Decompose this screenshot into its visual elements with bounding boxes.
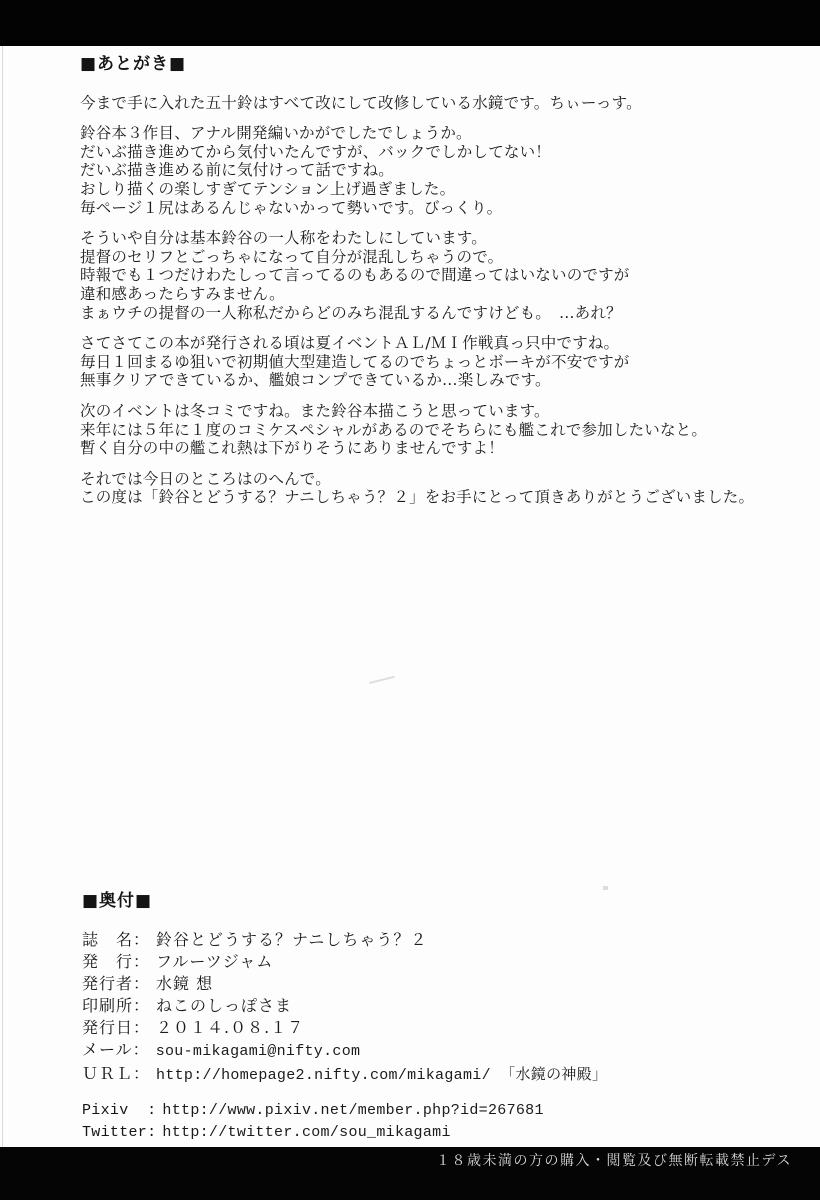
afterword-line: まぁウチの提督の一人称私だからどのみち混乱するんですけども。 …あれ？ <box>80 303 622 322</box>
afterword-line: 無事クリアできているか、艦娘コンプできているか…楽しみです。 <box>80 371 551 390</box>
afterword-line: だいぶ描き進める前に気付けって話ですね。 <box>80 161 395 180</box>
afterword-heading: ■あとがき■ <box>80 54 187 74</box>
afterword-line: 暫く自分の中の艦これ熱は下がりそうにありませんですよ！ <box>80 439 504 458</box>
colophon-row-publisher <box>82 973 792 995</box>
afterword-line: この度は「鈴谷とどうする？ナニしちゃう？２」をお手にとって頂きありがとうございました。 <box>80 488 755 507</box>
afterword-paragraph <box>80 402 796 458</box>
afterword-line: おしり描くの楽しすぎてテンション上げ過ぎました。 <box>80 179 456 198</box>
colophon-row-date <box>82 1017 792 1039</box>
pixiv-label: Pixiv : <box>82 1102 157 1119</box>
age-restriction-warning: １８歳未満の方の購入・閲覧及び無断転載禁止デス <box>436 1153 792 1169</box>
author-name: 水鏡 想 <box>156 974 214 993</box>
afterword-line: 来年には５年に１度のコミケスペシャルがあるのでそちらにも艦これで参加したいなと。 <box>80 420 708 439</box>
colophon-row-pixiv <box>82 1100 792 1122</box>
colophon-row-title <box>82 929 792 951</box>
colophon-row-circle <box>82 951 792 973</box>
colophon-label: メール： <box>82 1040 150 1059</box>
afterword-line: そういや自分は基本鈴谷の一人称をわたしにしています。 <box>80 229 487 248</box>
afterword-line: さてさてこの本が発行される頃は夏イベントＡＬ/ＭＩ作戦真っ只中ですね。 <box>80 334 620 353</box>
afterword-paragraph <box>80 124 796 217</box>
afterword-line: 鈴谷本３作目、アナル開発編いかがでしたでしょうか。 <box>80 124 472 143</box>
book-title: 鈴谷とどうする？ナニしちゃう？２ <box>156 930 428 949</box>
colophon-links <box>82 1100 792 1144</box>
afterword-line: 今まで手に入れた五十鈴はすべて改にして改修している水鏡です。ちぃーっす。 <box>80 93 642 112</box>
circle-name: フルーツジャム <box>156 952 274 971</box>
colophon-label: 発 行： <box>82 952 151 971</box>
colophon-heading: ■奥付■ <box>82 891 153 911</box>
afterword-paragraph <box>80 229 796 322</box>
colophon-row-email <box>82 1039 792 1063</box>
colophon-row-twitter <box>82 1122 792 1144</box>
bottom-black-bar <box>0 1147 820 1200</box>
afterword-paragraph <box>80 470 796 507</box>
afterword-paragraph <box>80 94 796 113</box>
printer-name: ねこのしっぽさま <box>156 996 293 1015</box>
colophon-label: 印刷所： <box>82 996 151 1015</box>
twitter-label: Twitter: <box>82 1124 157 1141</box>
email-address: sou-mikagami@nifty.com <box>155 1043 361 1060</box>
afterword-line: 毎日１回まるゆ狙いで初期値大型建造してるのでちょっとボーキが不安ですが <box>80 352 630 371</box>
afterword-line: 提督のセリフとごっちゃになって自分が混乱しちゃうので。 <box>80 247 504 266</box>
afterword-paragraph <box>80 334 796 390</box>
afterword-section <box>80 55 796 519</box>
afterword-line: 時報でも１つだけわたしって言ってるのもあるので間違ってはいないのですが <box>80 266 630 285</box>
twitter-url: http://twitter.com/sou_mikagami <box>162 1124 451 1141</box>
afterword-line: 毎ページ１尻はあるんじゃないかって勢いです。びっくり。 <box>80 198 503 217</box>
afterword-line: だいぶ描き進めてから気付いたんですが、バックでしかしてない！ <box>80 142 552 161</box>
colophon-label: 発行日： <box>82 1018 151 1037</box>
colophon-label: 誌 名： <box>82 930 151 949</box>
colophon-label: 発行者： <box>82 974 151 993</box>
afterword-line: 違和感あったらすみません。 <box>80 284 285 303</box>
homepage-url: http://homepage2.nifty.com/mikagami/ 「水鏡の神殿」 <box>156 1067 608 1084</box>
top-black-bar <box>0 0 820 46</box>
colophon-section <box>82 886 792 1144</box>
afterword-line: それでは今日のところはのへんで。 <box>80 469 331 488</box>
colophon-row-printer <box>82 995 792 1017</box>
scan-artifact <box>367 669 394 684</box>
page-edge-line <box>2 46 3 1147</box>
colophon-rows <box>82 929 792 1087</box>
publish-date: ２０１４.０８.１７ <box>156 1018 305 1037</box>
pixiv-url: http://www.pixiv.net/member.php?id=267681 <box>162 1102 544 1119</box>
colophon-label: ＵＲＬ： <box>82 1064 151 1083</box>
colophon-row-url <box>82 1063 792 1087</box>
afterword-line: 次のイベントは冬コミですね。また鈴谷本描こうと思っています。 <box>80 401 550 420</box>
